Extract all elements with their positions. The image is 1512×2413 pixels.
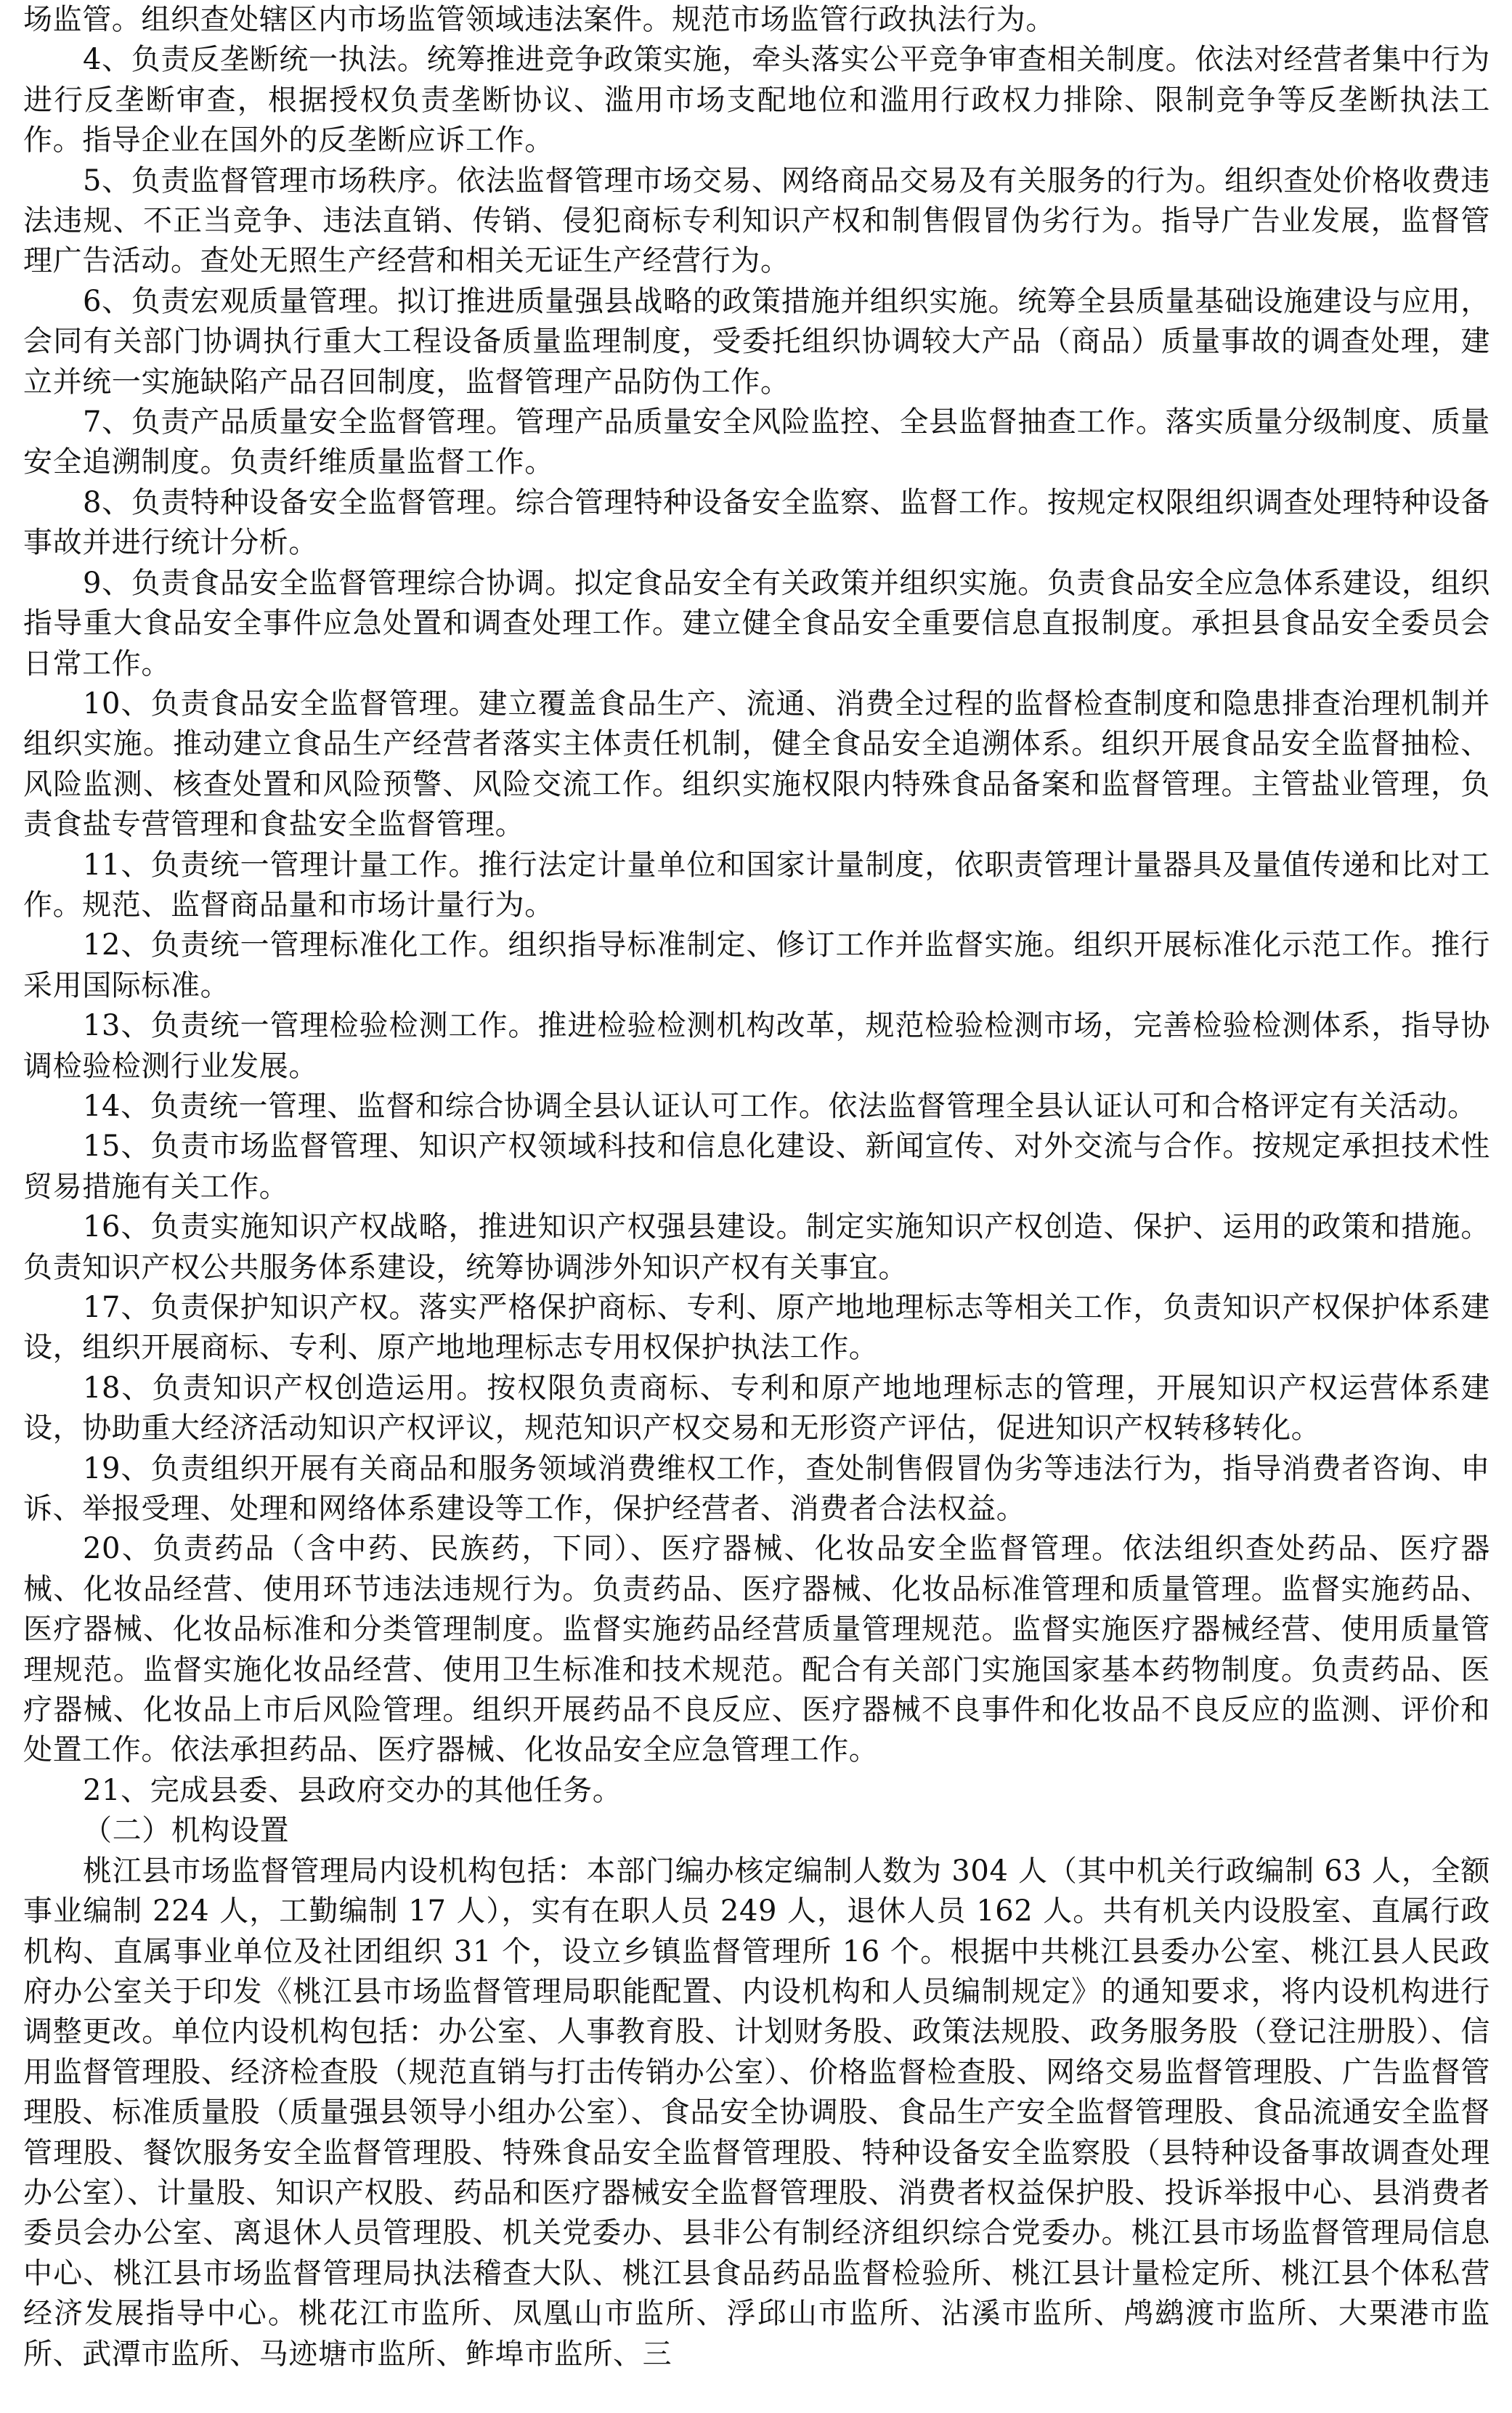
- duty-item-4: 4、负责反垄断统一执法。统筹推进竞争政策实施，牵头落实公平竞争审查相关制度。依法对经营者集中行为进行反垄断审查，根据授权负责垄断协议、滥用市场支配地位和滥用行政权力排除、限制竞争等反垄断执法工作。指导企业在国外的反垄断应诉工作。: [23, 43, 1490, 158]
- duty-item-7: 7、负责产品质量安全监督管理。管理产品质量安全风险监控、全县监督抽查工作。落实质量分级制度、质量安全追溯制度。负责纤维质量监督工作。: [23, 405, 1490, 479]
- duty-item-13: 13、负责统一管理检验检测工作。推进检验检测机构改革，规范检验检测市场，完善检验检测体系，指导协调检验检测行业发展。: [23, 1009, 1490, 1083]
- duty-item-9: 9、负责食品安全监督管理综合协调。拟定食品安全有关政策并组织实施。负责食品安全应急体系建设，组织指导重大食品安全事件应急处置和调查处理工作。建立健全食品安全重要信息直报制度。承担县食品安全委员会日常工作。: [23, 566, 1490, 681]
- duty-item-6: 6、负责宏观质量管理。拟订推进质量强县战略的政策措施并组织实施。统筹全县质量基础设施建设与应用，会同有关部门协调执行重大工程设备质量监理制度，受委托组织协调较大产品（商品）质量事故的调查处理，建立并统一实施缺陷产品召回制度，监督管理产品防伪工作。: [23, 284, 1490, 399]
- duty-item-11: 11、负责统一管理计量工作。推行法定计量单位和国家计量制度，依职责管理计量器具及量值传递和比对工作。规范、监督商品量和市场计量行为。: [23, 848, 1490, 922]
- duty-item-16: 16、负责实施知识产权战略，推进知识产权强县建设。制定实施知识产权创造、保护、运用的政策和措施。负责知识产权公共服务体系建设，统筹协调涉外知识产权有关事宜。: [23, 1210, 1490, 1284]
- duty-item-14: 14、负责统一管理、监督和综合协调全县认证认可工作。依法监督管理全县认证认可和合格评定有关活动。: [83, 1089, 1477, 1123]
- duty-item-12: 12、负责统一管理标准化工作。组织指导标准制定、修订工作并监督实施。组织开展标准化示范工作。推行采用国际标准。: [23, 928, 1490, 1002]
- duty-item-19: 19、负责组织开展有关商品和服务领域消费维权工作，查处制售假冒伪劣等违法行为，指导消费者咨询、申诉、举报受理、处理和网络体系建设等工作，保护经营者、消费者合法权益。: [23, 1451, 1490, 1526]
- section-heading: （二）机构设置: [83, 1814, 290, 1848]
- duty-item-15: 15、负责市场监督管理、知识产权领域科技和信息化建设、新闻宣传、对外交流与合作。按规定承担技术性贸易措施有关工作。: [23, 1130, 1490, 1204]
- duty-item-10: 10、负责食品安全监督管理。建立覆盖食品生产、流通、消费全过程的监督检查制度和隐患排查治理机制并组织实施。推动建立食品生产经营者落实主体责任机制，健全食品安全追溯体系。组织开展食品安全监督抽检、风险监测、核查处置和风险预警、风险交流工作。组织实施权限内特殊食品备案和监督管理。主管盐业管理，负责食盐专营管理和食盐安全监督管理。: [23, 686, 1490, 842]
- duty-item-8: 8、负责特种设备安全监督管理。综合管理特种设备安全监察、监督工作。按规定权限组织调查处理特种设备事故并进行统计分析。: [23, 485, 1490, 560]
- lead-fragment: 场监管。组织查处辖区内市场监管领域违法案件。规范市场监管行政执法行为。: [23, 3, 1055, 36]
- duty-item-18: 18、负责知识产权创造运用。按权限负责商标、专利和原产地地理标志的管理，开展知识产权运营体系建设，协助重大经济活动知识产权评议，规范知识产权交易和无形资产评估，促进知识产权转移转化。: [23, 1371, 1490, 1445]
- duty-item-17: 17、负责保护知识产权。落实严格保护商标、专利、原产地地理标志等相关工作，负责知识产权保护体系建设，组织开展商标、专利、原产地地理标志专用权保护执法工作。: [23, 1291, 1490, 1365]
- duty-item-20: 20、负责药品（含中药、民族药，下同）、医疗器械、化妆品安全监督管理。依法组织查处药品、医疗器械、化妆品经营、使用环节违法违规行为。负责药品、医疗器械、化妆品标准管理和质量管理。监督实施药品、医疗器械、化妆品标准和分类管理制度。监督实施药品经营质量管理规范。监督实施医疗器械经营、使用质量管理规范。监督实施化妆品经营、使用卫生标准和技术规范。配合有关部门实施国家基本药物制度。负责药品、医疗器械、化妆品上市后风险管理。组织开展药品不良反应、医疗器械不良事件和化妆品不良反应的监测、评价和处置工作。依法承担药品、医疗器械、化妆品安全应急管理工作。: [23, 1532, 1490, 1767]
- duty-item-5: 5、负责监督管理市场秩序。依法监督管理市场交易、网络商品交易及有关服务的行为。组织查处价格收费违法违规、不正当竞争、违法直销、传销、侵犯商标专利知识产权和制售假冒伪劣行为。指导广告业发展，监督管理广告活动。查处无照生产经营和相关无证生产经营行为。: [23, 163, 1490, 278]
- document-page: [23, 0, 1490, 2375]
- duty-item-21: 21、完成县委、县政府交办的其他任务。: [83, 1773, 622, 1807]
- section-body: 桃江县市场监督管理局内设机构包括：本部门编办核定编制人数为 304 人（其中机关行政编制 63 人，全额事业编制 224 人，工勤编制 17 人），实有在职人员 249 人，退休人员 162 人。共有机关内设股室、直属行政机构、直属事业单位及社团组织 31 个，设立乡镇监督管理所 16 个。根据中共桃江县委办公室、桃江县人民政府办公室关于印发《桃江县市场监督管理局职能配置、内设机构和人员编制规定》的通知要求，将内设机构进行调整更改。单位内设机构包括：办公室、人事教育股、计划财务股、政策法规股、政务服务股（登记注册股）、信用监督管理股、经济检查股（规范直销与打击传销办公室）、价格监督检查股、网络交易监督管理股、广告监督管理股、标准质量股（质量强县领导小组办公室）、食品安全协调股、食品生产安全监督管理股、食品流通安全监督管理股、餐饮服务安全监督管理股、特殊食品安全监督管理股、特种设备安全监察股（县特种设备事故调查处理办公室）、计量股、知识产权股、药品和医疗器械安全监督管理股、消费者权益保护股、投诉举报中心、县消费者委员会办公室、离退休人员管理股、机关党委办、县非公有制经济组织综合党委办。桃江县市场监督管理局信息中心、桃江县市场监督管理局执法稽查大队、桃江县食品药品监督检验所、桃江县计量检定所、桃江县个体私营经济发展指导中心。桃花江市监所、凤凰山市监所、浮邱山市监所、沾溪市监所、鸬鹚渡市监所、大栗港市监所、武潭市监所、马迹塘市监所、鲊埠市监所、三: [23, 1854, 1490, 2371]
